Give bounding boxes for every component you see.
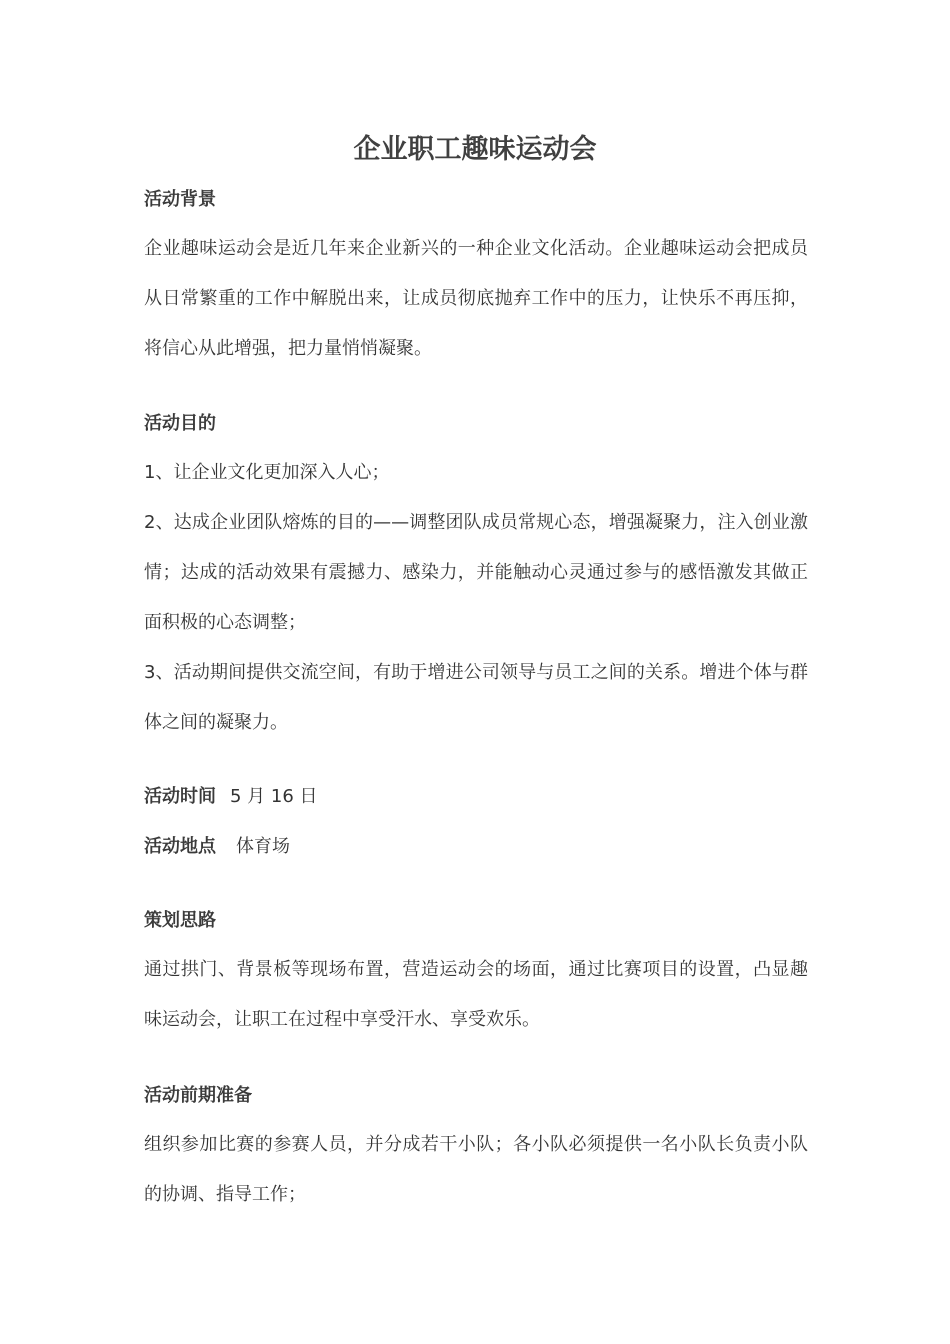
purpose-item-2: 2、达成企业团队熔炼的目的——调整团队成员常规心态，增强凝聚力，注入创业激情；达成的活动效果有震撼力、感染力，并能触动心灵通过参与的感悟激发其做正面积极的心态调整； [144,512,808,633]
location-label: 活动地点 [144,836,216,857]
time-value: 5 月 16 日 [230,786,318,807]
preparation-paragraph: 组织参加比赛的参赛人员，并分成若干小队；各小队必须提供一名小队长负责小队的协调、指导工作； [144,1134,808,1205]
planning-paragraph: 通过拱门、背景板等现场布置，营造运动会的场面，通过比赛项目的设置，凸显趣味运动会，让职工在过程中享受汗水、享受欢乐。 [144,959,808,1030]
document-title: 企业职工趣味运动会 [353,134,597,165]
location-value: 体育场 [236,836,290,857]
planning-heading: 策划思路 [144,910,216,931]
purpose-item-1: 1、让企业文化更加深入人心； [144,462,390,483]
purpose-item-3: 3、活动期间提供交流空间，有助于增进公司领导与员工之间的关系。增进个体与群体之间的凝聚力。 [144,662,808,733]
preparation-heading: 活动前期准备 [144,1085,252,1106]
background-paragraph: 企业趣味运动会是近几年来企业新兴的一种企业文化活动。企业趣味运动会把成员从日常繁重的工作中解脱出来，让成员彻底抛弃工作中的压力，让快乐不再压抑，将信心从此增强，把力量悄悄凝聚。 [144,238,808,359]
location-row [144,834,808,860]
time-row [144,784,808,810]
purpose-heading: 活动目的 [144,413,216,434]
background-heading: 活动背景 [144,189,216,210]
time-label: 活动时间 [144,786,216,807]
